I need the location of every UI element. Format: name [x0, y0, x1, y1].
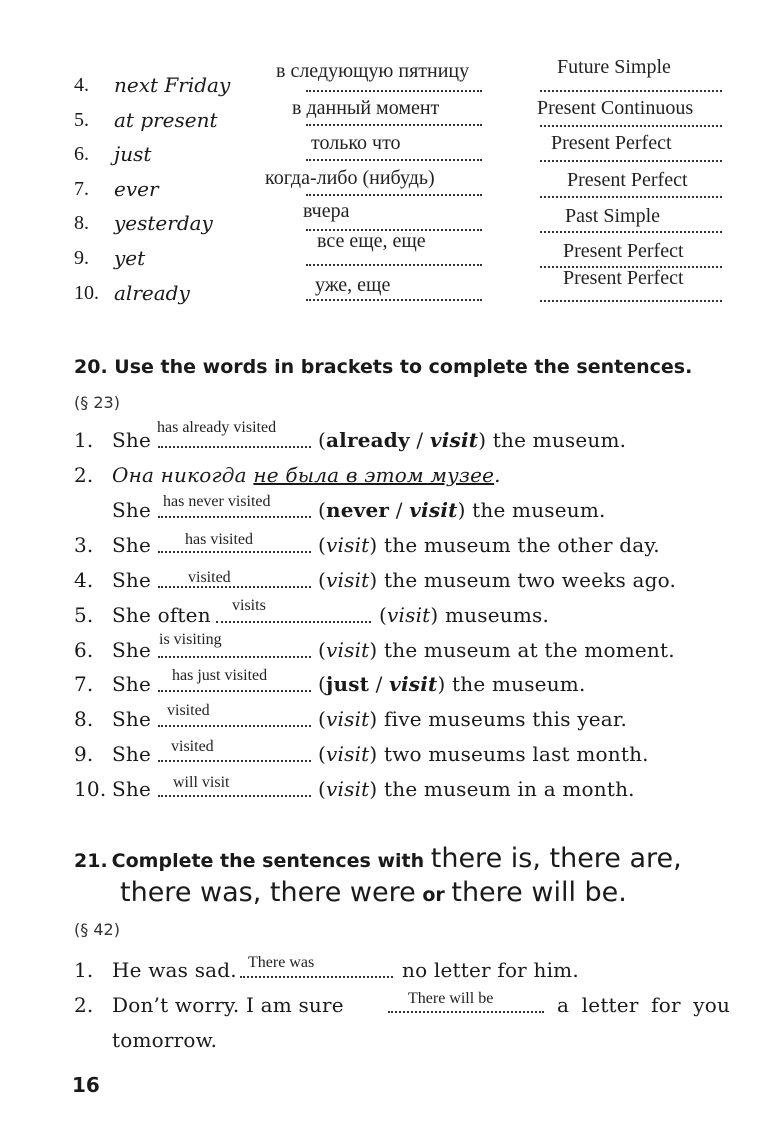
answer-fill: has already visited — [157, 419, 277, 436]
dotted-line — [540, 300, 722, 302]
answer-fill: has visited — [185, 531, 253, 548]
dotted-line — [306, 124, 482, 126]
tense: Present Perfect — [563, 240, 684, 262]
blank-line[interactable] — [158, 725, 311, 727]
dotted-line — [540, 196, 722, 198]
sentence-row: 6. She — [74, 638, 152, 662]
sentence-tail: (visit) the museum two weeks ago. — [318, 568, 677, 592]
tense: Future Simple — [557, 56, 671, 78]
translation: вчера — [303, 200, 350, 222]
sentence-tail: (visit) the museum the other day. — [318, 533, 660, 557]
sentence-tail: (visit) the museum at the moment. — [318, 638, 675, 662]
exercise-heading: 21. Complete the sentences with there is, there are, — [74, 843, 682, 874]
sentence-row: tomorrow. — [112, 1028, 218, 1052]
blank-line[interactable] — [158, 656, 311, 658]
sentence-row: 10. She — [74, 777, 152, 801]
dotted-line — [540, 231, 722, 233]
blank-line[interactable] — [158, 551, 311, 553]
row-number: 6. — [74, 143, 89, 165]
blank-line[interactable] — [158, 446, 311, 448]
tense: Past Simple — [565, 205, 661, 227]
row-number: 8. — [74, 212, 89, 234]
exercise-number: 20. — [74, 356, 108, 378]
sentence-row: 1. He was sad. — [74, 958, 237, 982]
exercise-title: Use the words in brackets to complete the sentences. — [114, 356, 693, 378]
sentence-tail: (just / visit) the museum. — [318, 672, 586, 696]
translation: только что — [311, 132, 401, 154]
sentence-tail: (already / visit) the museum. — [318, 428, 627, 452]
tense: Present Perfect — [567, 169, 688, 191]
answer-fill: visited — [188, 569, 231, 586]
sentence-tail: (visit) museums. — [379, 603, 550, 627]
adverb: yesterday — [114, 211, 213, 235]
blank-line[interactable] — [158, 586, 311, 588]
adverb: at present — [114, 108, 218, 132]
answer-fill: has just visited — [172, 667, 268, 684]
sentence-tail: (visit) five museums this year. — [318, 707, 628, 731]
translation: в следующую пятницу — [276, 60, 470, 82]
answer-fill: visits — [232, 597, 266, 614]
answer-fill: visited — [167, 702, 210, 719]
blank-line[interactable] — [158, 516, 311, 518]
row-number: 9. — [74, 247, 89, 269]
translation: когда-либо (нибудь) — [265, 167, 435, 189]
sentence-tail: (visit) two museums last month. — [318, 742, 649, 766]
dotted-line — [306, 90, 482, 92]
exercise-title: Complete the sentences with — [111, 850, 431, 872]
row-number: 5. — [74, 109, 89, 131]
translation: все еще, еще — [317, 230, 426, 252]
grammar-reference: (§ 23) — [74, 393, 120, 412]
sentence-row: 7. She — [74, 672, 152, 696]
adverb: next Friday — [114, 73, 231, 97]
tense: Present Perfect — [563, 267, 684, 289]
dotted-line — [306, 159, 482, 161]
row-number: 10. — [74, 282, 99, 304]
sentence-tail: no letter for him. — [402, 958, 579, 982]
tense: Present Continuous — [537, 97, 694, 119]
sentence-row: 9. She — [74, 742, 152, 766]
blank-line[interactable] — [158, 760, 311, 762]
dotted-line — [306, 194, 482, 196]
page-number: 16 — [72, 1073, 100, 1097]
blank-line[interactable] — [158, 795, 311, 797]
sentence-row: 2. Она никогда не была в этом музее. — [74, 463, 501, 487]
answer-fill: will visit — [173, 774, 230, 791]
dotted-line — [306, 299, 482, 301]
sentence-row: 2. Don’t worry. I am sure — [74, 993, 344, 1017]
adverb: already — [114, 281, 190, 305]
translation: в данный момент — [292, 97, 440, 119]
exercise-number: 21. — [74, 850, 108, 872]
translation: уже, еще — [315, 274, 391, 296]
sentence-row: 3. She — [74, 533, 152, 557]
blank-line[interactable] — [388, 1011, 544, 1013]
dotted-line — [306, 264, 482, 266]
sentence-tail: a letter for you — [557, 993, 731, 1017]
answer-fill: has never visited — [163, 493, 271, 510]
dotted-line — [540, 90, 722, 92]
grammar-reference: (§ 42) — [74, 920, 120, 939]
row-number: 4. — [74, 74, 89, 96]
adverb: yet — [114, 246, 146, 270]
sentence-row: 1. She — [74, 428, 152, 452]
tense: Present Perfect — [551, 132, 672, 154]
dotted-line — [540, 125, 722, 127]
exercise-heading — [74, 356, 692, 378]
answer-fill: There was — [248, 954, 315, 971]
dotted-line — [540, 160, 722, 162]
sentence-tail: (never / visit) the museum. — [318, 498, 606, 522]
sentence-row: 8. She — [74, 707, 152, 731]
answer-fill: visited — [171, 738, 214, 755]
sentence-tail: (visit) the museum in a month. — [318, 777, 635, 801]
blank-line[interactable] — [216, 621, 371, 623]
answer-fill: is visiting — [159, 631, 222, 648]
answer-fill: There will be — [408, 990, 494, 1007]
blank-line[interactable] — [240, 976, 393, 978]
sentence-row: She — [112, 498, 152, 522]
sentence-row: 5. She often — [74, 603, 211, 627]
row-number: 7. — [74, 178, 89, 200]
sentence-row: 4. She — [74, 568, 152, 592]
adverb: ever — [114, 177, 159, 201]
exercise-heading-cont: there was, there were or there will be. — [120, 877, 627, 908]
adverb: just — [114, 142, 152, 166]
blank-line[interactable] — [158, 690, 311, 692]
